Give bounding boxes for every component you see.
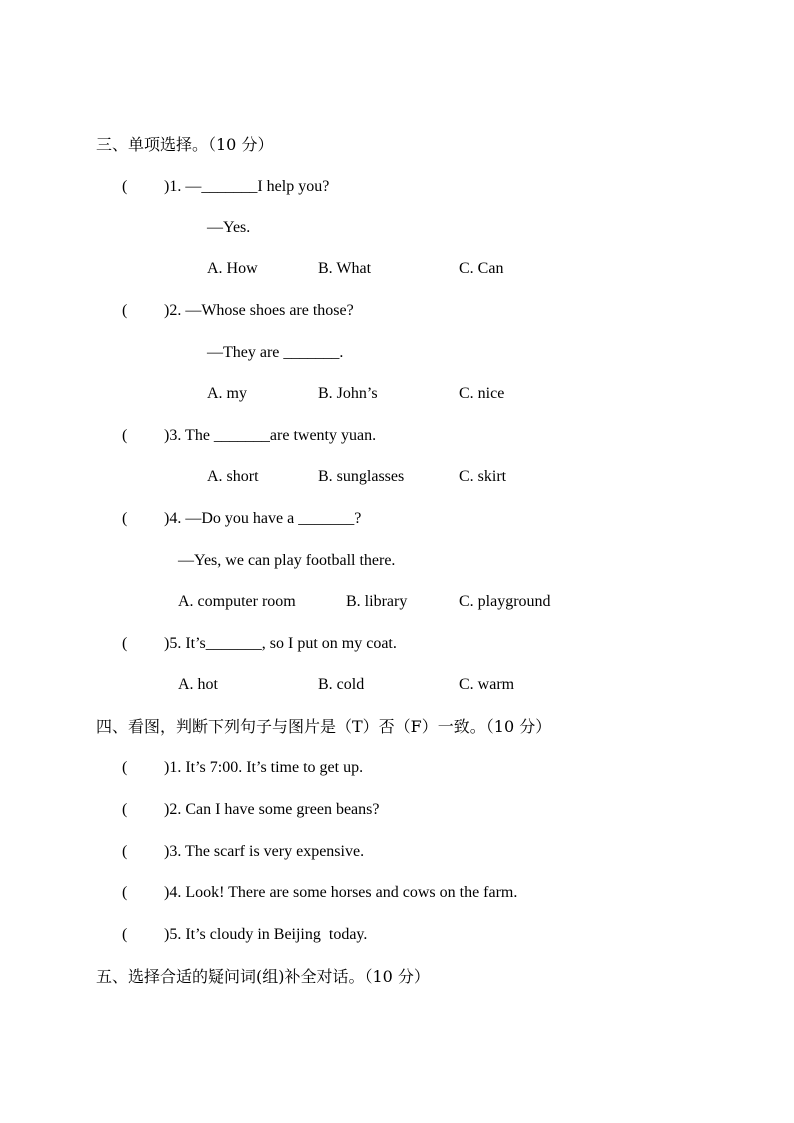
option-a: A. How: [207, 260, 258, 277]
question-text: )4. —Do you have a _______?: [164, 510, 362, 527]
option-b: B. John’s: [318, 385, 378, 402]
section4-heading: 四、看图，判断下列句子与图片是（T）否（F）一致。（10 分）: [96, 717, 552, 736]
question-text: )5. It’s_______, so I put on my coat.: [164, 635, 397, 652]
question-text: )3. The _______are twenty yuan.: [164, 427, 377, 444]
option-a: A. hot: [178, 676, 218, 693]
option-b: B. What: [318, 260, 372, 277]
question-reply: —Yes.: [207, 219, 251, 236]
answer-paren: (: [122, 843, 128, 860]
option-c: C. playground: [459, 593, 551, 610]
answer-paren: (: [122, 926, 128, 943]
statement-text: )1. It’s 7:00. It’s time to get up.: [164, 759, 364, 776]
statement-text: )2. Can I have some green beans?: [164, 801, 380, 818]
option-a: A. computer room: [178, 593, 296, 610]
statement-text: )4. Look! There are some horses and cows on the farm.: [164, 884, 518, 901]
answer-paren: (: [122, 302, 128, 319]
answer-paren: (: [122, 635, 128, 652]
section5-heading: 五、选择合适的疑问词(组)补全对话。（10 分）: [96, 967, 430, 986]
question-reply: —Yes, we can play football there.: [178, 552, 396, 569]
option-c: C. Can: [459, 260, 504, 277]
question-reply: —They are _______.: [207, 344, 344, 361]
answer-paren: (: [122, 510, 128, 527]
question-text: )1. —_______I help you?: [164, 178, 330, 195]
statement-text: )5. It’s cloudy in Beijing today.: [164, 926, 368, 943]
option-c: C. skirt: [459, 468, 507, 485]
option-a: A. my: [207, 385, 247, 402]
answer-paren: (: [122, 178, 128, 195]
answer-paren: (: [122, 801, 128, 818]
statement-text: )3. The scarf is very expensive.: [164, 843, 365, 860]
option-a: A. short: [207, 468, 259, 485]
question-text: )2. —Whose shoes are those?: [164, 302, 354, 319]
answer-paren: (: [122, 884, 128, 901]
option-b: B. library: [346, 593, 408, 610]
option-b: B. sunglasses: [318, 468, 405, 485]
option-c: C. nice: [459, 385, 505, 402]
section3-heading: 三、单项选择。（10 分）: [96, 135, 274, 154]
answer-paren: (: [122, 427, 128, 444]
option-b: B. cold: [318, 676, 365, 693]
answer-paren: (: [122, 759, 128, 776]
option-c: C. warm: [459, 676, 515, 693]
